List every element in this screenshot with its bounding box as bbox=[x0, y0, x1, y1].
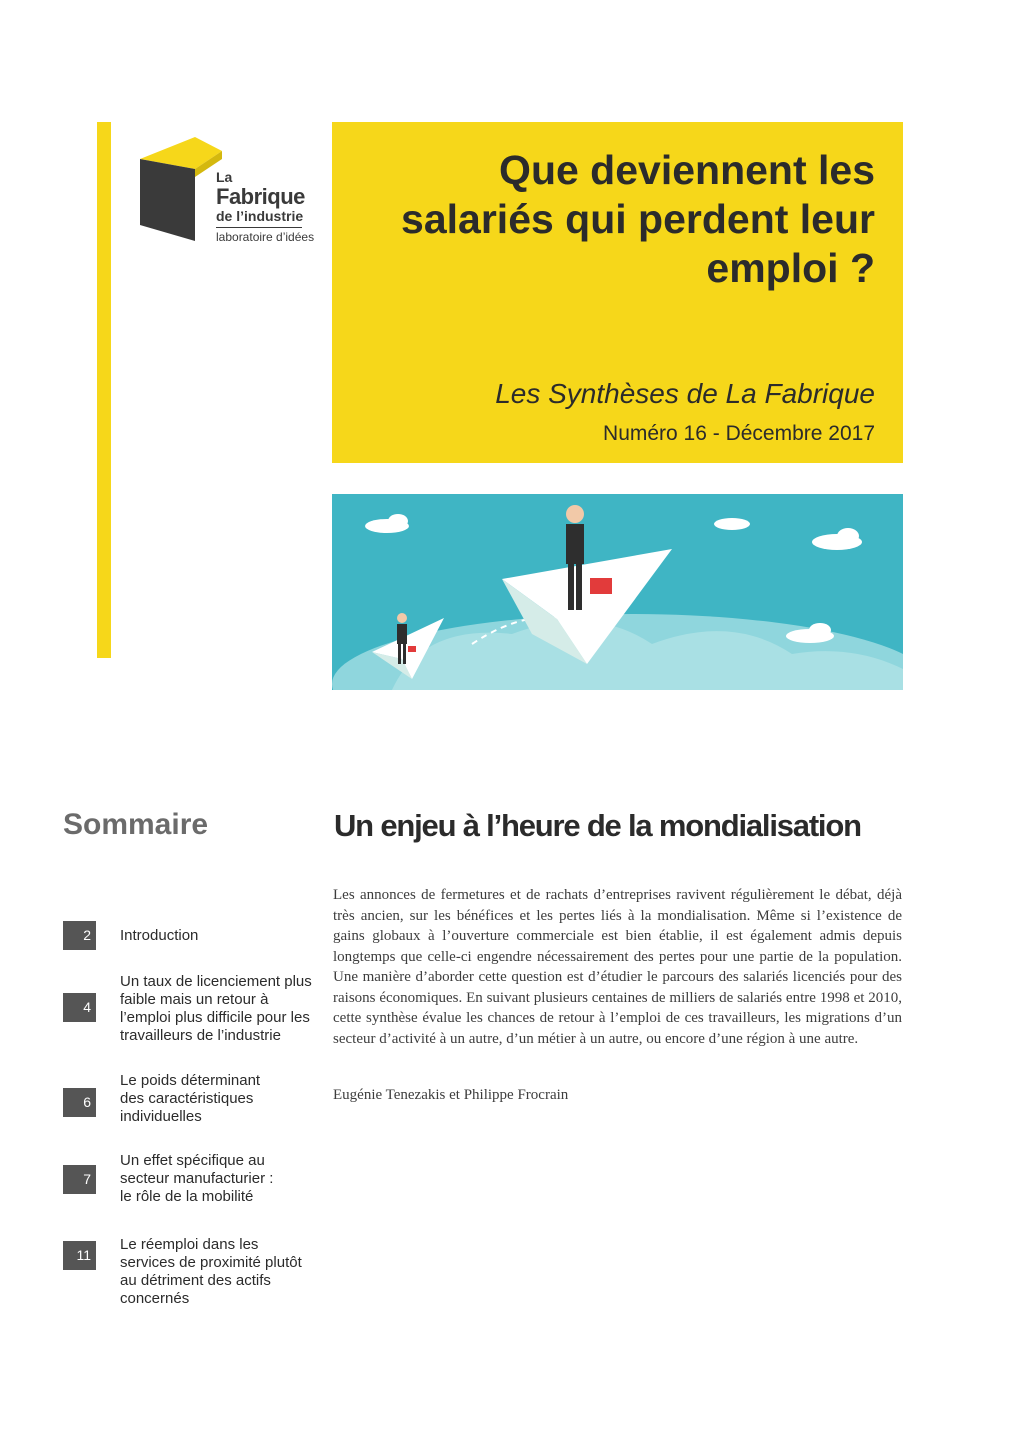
logo-wordmark bbox=[216, 170, 314, 243]
toc-item-label[interactable]: Introduction bbox=[120, 927, 199, 944]
logo-line-industrie: de l’industrie bbox=[216, 208, 304, 224]
article-authors: Eugénie Tenezakis et Philippe Frocrain bbox=[333, 1087, 569, 1103]
toc-page-number: 2 bbox=[63, 921, 96, 950]
article-heading: Un enjeu à l’heure de la mondialisation bbox=[334, 808, 861, 843]
toc-page-number: 6 bbox=[63, 1088, 96, 1117]
paper-plane-illustration bbox=[332, 494, 903, 690]
logo-tagline: laboratoire d’idées bbox=[216, 230, 315, 244]
toc-item-label[interactable]: Un taux de licenciement plus faible mais un retour à l’emploi plus difficile pour les travailleurs de l’industrie bbox=[120, 973, 312, 1044]
series-name: Les Synthèses de La Fabrique bbox=[495, 378, 875, 409]
title-block bbox=[332, 122, 903, 463]
toc-page-number: 11 bbox=[63, 1241, 96, 1270]
toc-item-label[interactable]: Le poids déterminant des caractéristiques individuelles bbox=[120, 1072, 261, 1125]
document-title: Que deviennent les salariés qui perdent leur emploi ? bbox=[401, 147, 875, 292]
logo-line-fabrique: Fabrique bbox=[216, 184, 305, 209]
sommaire-heading: Sommaire bbox=[63, 808, 209, 841]
toc-page-number: 7 bbox=[63, 1165, 96, 1194]
logo-line-la: La bbox=[216, 169, 233, 185]
logo-divider bbox=[216, 227, 302, 228]
toc-page-number: 4 bbox=[63, 993, 96, 1022]
toc-item-label[interactable]: Un effet spécifique au secteur manufacturier : le rôle de la mobilité bbox=[120, 1152, 274, 1205]
article-body: Les annonces de fermetures et de rachats d’entreprises ravivent régulièrement le débat, déjà très ancien, sur les bénéfices et les pertes liés à la mondialisation. Même si l’existence de gains globaux à l’ouverture commerciale est bien établie, il est également admis depuis longtemps que celle-ci engendre nécessairement des pertes pour une partie de la population. Une manière d’aborder cette question est d’étudier le parcours des salariés licenciés pour des raisons économiques. En suivant plusieurs centaines de milliers de salariés entre 1998 et 2010, cette synthèse évalue les chances de retour à l’emploi de ces travailleurs, les migrations d’un secteur d’activité à un autre, d’un métier à un autre, ou encore d’une région à une autre. bbox=[333, 887, 902, 1047]
accent-bar bbox=[97, 122, 111, 658]
toc-item-label[interactable]: Le réemploi dans les services de proximité plutôt au détriment des actifs concernés bbox=[120, 1236, 302, 1307]
issue-number: Numéro 16 - Décembre 2017 bbox=[603, 422, 875, 445]
